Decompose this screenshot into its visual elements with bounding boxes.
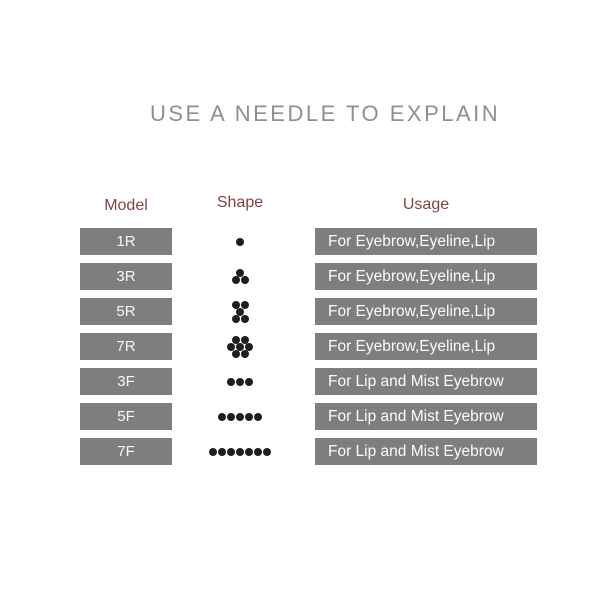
usage-label: For Lip and Mist Eyebrow [328, 443, 504, 460]
model-label: 5R [116, 303, 136, 320]
needle-dot-icon [232, 276, 240, 284]
model-label: 3F [117, 373, 135, 390]
usage-box [315, 403, 537, 430]
model-label: 1R [116, 233, 136, 250]
dot-row [209, 448, 272, 456]
shape-cell [190, 403, 290, 430]
shape-cell [190, 228, 290, 255]
shape-dots [231, 269, 249, 284]
dot-row [231, 315, 249, 323]
needle-dot-icon [241, 315, 249, 323]
usage-box [315, 333, 537, 360]
model-label: 5F [117, 408, 135, 425]
usage-label: For Eyebrow,Eyeline,Lip [328, 233, 496, 250]
model-box [80, 403, 172, 430]
usage-box [315, 368, 537, 395]
needle-dot-icon [236, 413, 244, 421]
shape-cell [190, 298, 290, 325]
needle-dot-icon [241, 276, 249, 284]
needle-dot-icon [254, 448, 262, 456]
model-label: 7R [116, 338, 136, 355]
table-row [0, 298, 600, 325]
shape-dots [236, 238, 245, 246]
shape-cell [190, 368, 290, 395]
table-row [0, 228, 600, 255]
usage-label: For Eyebrow,Eyeline,Lip [328, 303, 496, 320]
table-row [0, 368, 600, 395]
table-row [0, 333, 600, 360]
needle-dot-icon [245, 448, 253, 456]
needle-dot-icon [227, 378, 235, 386]
column-header-model: Model [104, 197, 148, 214]
needle-dot-icon [232, 350, 240, 358]
shape-cell [190, 438, 290, 465]
dot-row [227, 378, 254, 386]
shape-dots [218, 413, 263, 421]
dot-row [218, 413, 263, 421]
model-label: 7F [117, 443, 135, 460]
table-row [0, 403, 600, 430]
model-box [80, 298, 172, 325]
model-label: 3R [116, 268, 136, 285]
needle-dot-icon [232, 315, 240, 323]
usage-label: For Eyebrow,Eyeline,Lip [328, 268, 496, 285]
dot-row [231, 276, 249, 284]
shape-cell [190, 333, 290, 360]
usage-label: For Lip and Mist Eyebrow [328, 373, 504, 390]
page-title: USE A NEEDLE TO EXPLAIN [150, 101, 501, 126]
shape-dots [227, 378, 254, 386]
dot-row [227, 343, 254, 351]
shape-dots [227, 336, 254, 358]
table-row [0, 438, 600, 465]
usage-box [315, 228, 537, 255]
column-header-usage: Usage [402, 196, 450, 213]
needle-dot-icon [245, 413, 253, 421]
usage-box [315, 438, 537, 465]
needle-dot-icon [236, 378, 244, 386]
shape-cell [190, 263, 290, 290]
model-box [80, 368, 172, 395]
needle-dot-icon [236, 238, 244, 246]
usage-label: For Lip and Mist Eyebrow [328, 408, 504, 425]
needle-dot-icon [245, 378, 253, 386]
model-box [80, 228, 172, 255]
needle-dot-icon [263, 448, 271, 456]
needle-dot-icon [227, 413, 235, 421]
shape-dots [209, 448, 272, 456]
model-box [80, 263, 172, 290]
table-row [0, 263, 600, 290]
shape-dots [231, 301, 249, 323]
usage-box [315, 298, 537, 325]
dot-row [227, 350, 254, 358]
needle-dot-icon [218, 413, 226, 421]
needle-dot-icon [209, 448, 217, 456]
usage-box [315, 263, 537, 290]
needle-dot-icon [241, 350, 249, 358]
needle-dot-icon [254, 413, 262, 421]
needle-dot-icon [236, 448, 244, 456]
needle-dot-icon [227, 448, 235, 456]
usage-label: For Eyebrow,Eyeline,Lip [328, 338, 496, 355]
needle-dot-icon [241, 301, 249, 309]
dot-row [236, 238, 245, 246]
model-box [80, 333, 172, 360]
model-box [80, 438, 172, 465]
column-header-shape: Shape [216, 194, 264, 211]
needle-dot-icon [218, 448, 226, 456]
